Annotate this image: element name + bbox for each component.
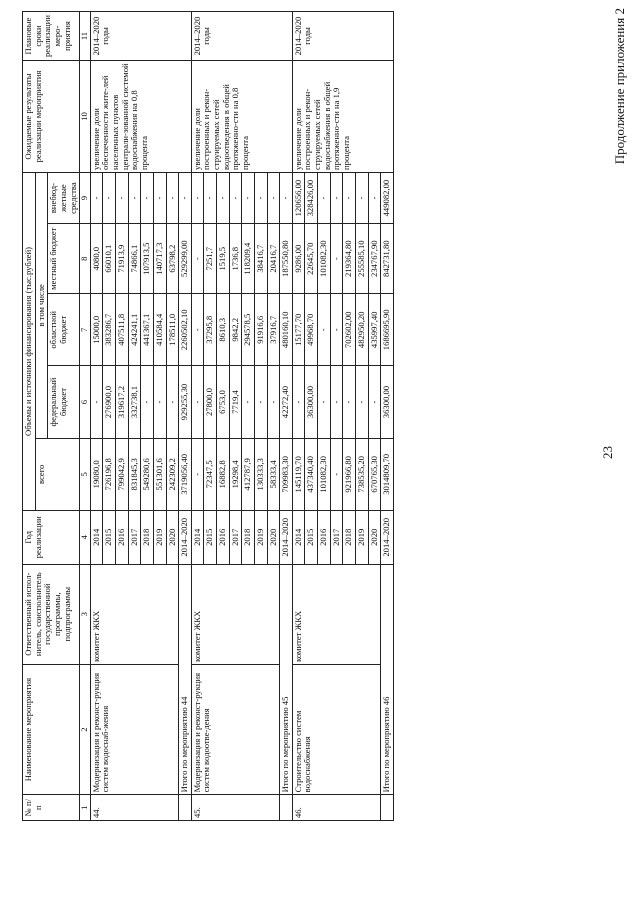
total-local-cell: 529299,00 [179,224,192,294]
total-year-cell: 2014–2020 [280,510,293,564]
index-cell: 3 [80,564,91,664]
regional-cell: 9842,2 [229,294,242,366]
federal-cell: - [242,366,255,438]
total-label: Итого по мероприятию 44 [179,564,192,795]
page-number: 23 [600,446,615,459]
total-cell: 551301,6 [153,438,166,510]
local-cell: 7251,7 [204,224,217,294]
table-body [90,12,393,821]
total-cell: 738535,20 [355,438,368,510]
year-cell: 2019 [355,510,368,564]
expected-result: увеличение доли обеспеченности жите-лей населенных пунктов централи-зованной системой водоснабжения на 0,8 процента [90,61,191,173]
federal-cell: 6753,0 [217,366,230,438]
regional-cell: 15000,0 [90,294,103,366]
header-regional: областной бюджет [48,294,80,366]
header-incl: в том числе [35,172,48,438]
year-cell: 2019 [254,510,267,564]
year-cell: 2014 [292,510,305,564]
regional-cell: - [318,294,331,366]
total-cell: 799042,9 [116,438,129,510]
local-cell: 1736,8 [229,224,242,294]
total-label: Итого по мероприятию 45 [280,564,293,795]
index-cell: 10 [80,61,91,173]
header-extra: внебюд-жетные средства [48,172,80,223]
total-cell: 242309,2 [166,438,179,510]
table-row [191,12,204,821]
local-cell: 255585,10 [355,224,368,294]
total-cell: 16882,8 [217,438,230,510]
extra-cell: - [204,172,217,223]
extra-cell: - [254,172,267,223]
table-row [292,12,305,821]
table-row [90,12,103,821]
regional-cell: 410584,4 [153,294,166,366]
extra-cell: - [166,172,179,223]
header-total: всего [35,438,80,510]
total-cell: 72347,5 [204,438,217,510]
appendix-title: Продолжение приложения 2 [612,8,627,165]
planned-deadline: 2014–2020 годы [292,12,393,61]
total-extra-cell: - [280,172,293,223]
regional-cell: 178511,0 [166,294,179,366]
header-deadline: Плановые сроки реализации меро-приятия [23,12,80,61]
total-cell: 437340,40 [305,438,318,510]
extra-cell: - [242,172,255,223]
local-cell: 118209,4 [242,224,255,294]
local-cell: 74866,1 [128,224,141,294]
column-index-row [80,12,91,821]
year-cell: 2014 [90,510,103,564]
index-cell: 1 [80,795,91,821]
total-year-cell: 2014–2020 [179,510,192,564]
year-cell: 2015 [204,510,217,564]
extra-cell: - [229,172,242,223]
federal-cell: - [292,366,305,438]
total-cell: 921966,80 [343,438,356,510]
funding-table [22,11,394,821]
regional-cell: 407511,8 [116,294,129,366]
federal-cell: - [355,366,368,438]
local-cell: 38416,7 [254,224,267,294]
federal-cell: - [141,366,154,438]
measure-executor: комитет ЖКХ [292,564,380,664]
local-cell: - [191,224,204,294]
regional-cell: 8610,3 [217,294,230,366]
planned-deadline: 2014–2020 годы [90,12,191,61]
federal-cell: 36300,00 [305,366,318,438]
local-cell: 63798,2 [166,224,179,294]
year-cell: 2020 [166,510,179,564]
index-cell: 8 [80,224,91,294]
total-year-cell: 2014–2020 [381,510,394,564]
total-cell: 145119,70 [292,438,305,510]
total-regional-cell: 1686695,90 [381,294,394,366]
year-cell: 2014 [191,510,204,564]
total-cell: 58333,4 [267,438,280,510]
extra-cell: - [355,172,368,223]
regional-cell: 424241,1 [128,294,141,366]
index-cell: 6 [80,366,91,438]
header-executor: Ответственный испол-нитель, соисполнитель государственной программы, подпрограммы [23,564,80,664]
federal-cell: 7719,4 [229,366,242,438]
year-cell: 2015 [305,510,318,564]
extra-cell: - [103,172,116,223]
total-extra-cell: - [179,172,192,223]
extra-cell: - [116,172,129,223]
total-sum-cell: 709983,30 [280,438,293,510]
year-cell: 2016 [217,510,230,564]
extra-cell: - [330,172,343,223]
total-federal-cell: 929255,30 [179,366,192,438]
federal-cell: - [90,366,103,438]
total-cell: 412787,9 [242,438,255,510]
total-federal-cell: 42272,40 [280,366,293,438]
total-regional-cell: 2260502,10 [179,294,192,366]
total-cell: - [191,438,204,510]
total-blank-cell [179,795,192,821]
year-cell: 2018 [141,510,154,564]
header-expected: Ожидаемые результаты реализации мероприятия [23,61,80,173]
total-blank-cell [280,795,293,821]
year-cell: 2020 [368,510,381,564]
header-measure: Наименование мероприятия [23,664,80,795]
header-funding-group: Объемы и источники финансирования (тыс.рублей) [23,172,36,510]
extra-cell: - [267,172,280,223]
local-cell: 71913,9 [116,224,129,294]
measure-number: 46. [292,795,380,821]
expected-result: увеличение доли построенных и рекон-струируемых сетей водоснабжения в общей протяженно-сти на 1,9 процента [292,61,393,173]
federal-cell: 332738,1 [128,366,141,438]
regional-cell: 49968,70 [305,294,318,366]
year-cell: 2017 [229,510,242,564]
regional-cell: 91916,6 [254,294,267,366]
regional-cell: 482950,20 [355,294,368,366]
year-cell: 2019 [153,510,166,564]
regional-cell: 15177,70 [292,294,305,366]
total-cell: 726196,8 [103,438,116,510]
total-cell: 101082,30 [318,438,331,510]
year-cell: 2016 [318,510,331,564]
year-cell: 2018 [343,510,356,564]
local-cell: 234767,90 [368,224,381,294]
measure-executor: комитет ЖКХ [191,564,279,664]
federal-cell: - [343,366,356,438]
extra-cell: - [318,172,331,223]
expected-result: увеличение доли построенных и рекон-струируемых сетей водоотведения в общей протяженно-сти на 0,8 процента [191,61,292,173]
federal-cell: - [330,366,343,438]
measure-number: 44. [90,795,178,821]
local-cell: 219364,80 [343,224,356,294]
local-cell: 140717,3 [153,224,166,294]
extra-cell: - [128,172,141,223]
total-federal-cell: 36300,00 [381,366,394,438]
local-cell: 4080,0 [90,224,103,294]
header-year: Год реализации [23,510,80,564]
total-cell: 19080,0 [90,438,103,510]
measure-name: Модернизация и реконст-рукция систем водоотве-дения [191,664,279,795]
total-sum-cell: 3014809,70 [381,438,394,510]
local-cell: 9286,00 [292,224,305,294]
header-local: местный бюджет [48,224,80,294]
year-cell: 2020 [267,510,280,564]
extra-cell: - [368,172,381,223]
federal-cell: - [368,366,381,438]
federal-cell: - [254,366,267,438]
total-local-cell: 842731,80 [381,224,394,294]
federal-cell: - [267,366,280,438]
federal-cell: 27800,0 [204,366,217,438]
year-cell: 2018 [242,510,255,564]
total-cell: - [330,438,343,510]
index-cell: 4 [80,510,91,564]
measure-executor: комитет ЖКХ [90,564,178,664]
year-cell: 2017 [330,510,343,564]
total-blank-cell [381,795,394,821]
header-no: № п/п [23,795,80,821]
total-cell: 19298,4 [229,438,242,510]
regional-cell: 383286,7 [103,294,116,366]
index-cell: 5 [80,438,91,510]
federal-cell: 319617,2 [116,366,129,438]
planned-deadline: 2014–2020 годы [191,12,292,61]
regional-cell: - [191,294,204,366]
federal-cell: - [153,366,166,438]
local-cell: 20416,7 [267,224,280,294]
local-cell: - [330,224,343,294]
local-cell: 22645,70 [305,224,318,294]
index-cell: 2 [80,664,91,795]
total-label: Итого по мероприятию 46 [381,564,394,795]
index-cell: 7 [80,294,91,366]
federal-cell: - [318,366,331,438]
extra-cell: - [153,172,166,223]
extra-cell: - [141,172,154,223]
total-cell: 831845,3 [128,438,141,510]
measure-number: 45. [191,795,279,821]
local-cell: 107913,5 [141,224,154,294]
federal-cell: 276900,0 [103,366,116,438]
regional-cell: 37295,8 [204,294,217,366]
local-cell: 1519,5 [217,224,230,294]
federal-cell: - [191,366,204,438]
extra-cell: 120656,00 [292,172,305,223]
total-regional-cell: 480160,10 [280,294,293,366]
extra-cell: - [343,172,356,223]
total-extra-cell: 449082,00 [381,172,394,223]
total-local-cell: 187550,80 [280,224,293,294]
regional-cell: - [330,294,343,366]
local-cell: 101082,30 [318,224,331,294]
total-cell: 670765,30 [368,438,381,510]
regional-cell: 435997,40 [368,294,381,366]
index-cell: 9 [80,172,91,223]
total-sum-cell: 3719056,40 [179,438,192,510]
year-cell: 2016 [116,510,129,564]
regional-cell: 294578,5 [242,294,255,366]
extra-cell: - [90,172,103,223]
total-cell: 549280,6 [141,438,154,510]
extra-cell: - [217,172,230,223]
extra-cell: 328426,00 [305,172,318,223]
header-federal: федеральный бюджет [48,366,80,438]
measure-name: Строительство систем водоснабжения [292,664,380,795]
regional-cell: 441367,1 [141,294,154,366]
extra-cell: - [191,172,204,223]
index-cell: 11 [80,12,91,61]
regional-cell: 37916,7 [267,294,280,366]
regional-cell: 702602,00 [343,294,356,366]
year-cell: 2015 [103,510,116,564]
local-cell: 66010,1 [103,224,116,294]
year-cell: 2017 [128,510,141,564]
measure-name: Модернизация и реконст-рукция систем водоснаб-жения [90,664,178,795]
total-cell: 130333,3 [254,438,267,510]
federal-cell: - [166,366,179,438]
